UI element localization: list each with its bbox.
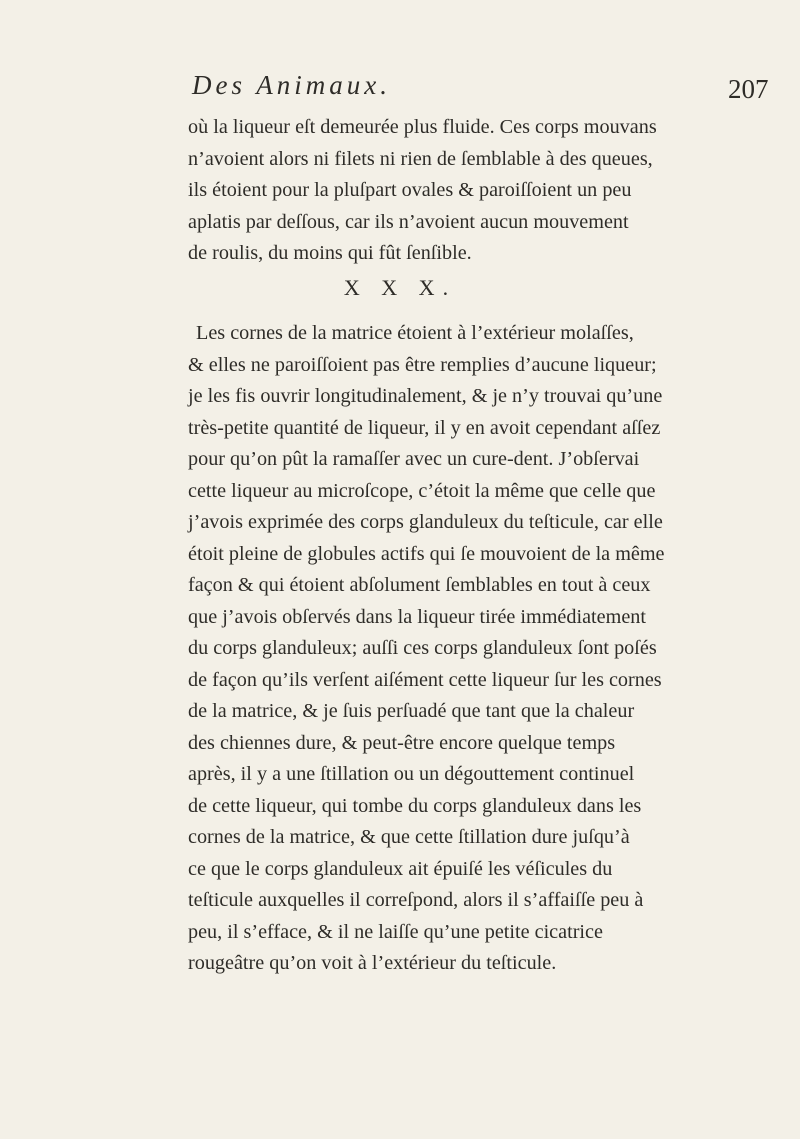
text-line: que j’avois obſervés dans la liqueur tirée immédiatement — [188, 605, 646, 628]
text-line: ce que le corps glanduleux ait épuiſé les véſicules du — [188, 857, 613, 880]
text-line: après, il y a une ſtillation ou un dégouttement continuel — [188, 763, 635, 785]
text-line: du corps glanduleux; auſſi ces corps glanduleux ſont poſés — [188, 637, 657, 659]
text-line: cette liqueur au microſcope, c’étoit la même que celle que — [188, 479, 656, 502]
text-line: peu, il s’efface, & il ne laiſſe qu’une petite cicatrice — [188, 920, 603, 943]
text-line: ils étoient pour la pluſpart ovales & paroiſſoient un peu — [188, 179, 632, 201]
page-number: 207 — [728, 74, 769, 104]
text-line: très-petite quantité de liqueur, il y en avoit cependant aſſez — [188, 416, 661, 439]
text-line: où la liqueur eſt demeurée plus fluide. Ces corps mouvans — [188, 116, 657, 138]
paragraph-2 — [188, 318, 736, 980]
text-line: j’avois exprimée des corps glanduleux du teſticule, car elle — [188, 511, 663, 533]
text-line: façon & qui étoient abſolument ſemblables en tout à ceux — [188, 574, 651, 596]
text-line: de façon qu’ils verſent aiſément cette liqueur ſur les cornes — [188, 668, 662, 691]
text-line: aplatis par deſſous, car ils n’avoient aucun mouvement — [188, 210, 629, 233]
text-line: pour qu’on pût la ramaſſer avec un cure-dent. J’obſervai — [188, 448, 640, 470]
text-line: des chiennes dure, & peut-être encore quelque temps — [188, 731, 616, 754]
running-head — [192, 70, 672, 101]
text-line: de la matrice, & je ſuis perſuadé que tant que la chaleur — [188, 700, 635, 722]
section-heading: X X X. — [343, 275, 457, 300]
text-line: je les fis ouvrir longitudinalement, & je n’y trouvai qu’une — [188, 385, 663, 407]
text-line: rougeâtre qu’on voit à l’extérieur du teſticule. — [188, 952, 557, 974]
running-title: Des Animaux. — [192, 70, 391, 100]
text-line: cornes de la matrice, & que cette ſtillation dure juſqu’à — [188, 826, 630, 848]
paragraph-1 — [188, 112, 736, 270]
text-line: Les cornes de la matrice étoient à l’extérieur molaſſes, — [196, 322, 634, 344]
text-line: & elles ne paroiſſoient pas être remplies d’aucune liqueur; — [188, 353, 657, 376]
text-line: de roulis, du moins qui fût ſenſible. — [188, 242, 472, 264]
text-line: teſticule auxquelles il correſpond, alors il s’affaiſſe peu à — [188, 889, 644, 911]
text-line: étoit pleine de globules actifs qui ſe mouvoient de la même — [188, 542, 665, 565]
text-line: de cette liqueur, qui tombe du corps glanduleux dans les — [188, 794, 642, 817]
text-line: n’avoient alors ni filets ni rien de ſemblable à des queues, — [188, 147, 653, 170]
